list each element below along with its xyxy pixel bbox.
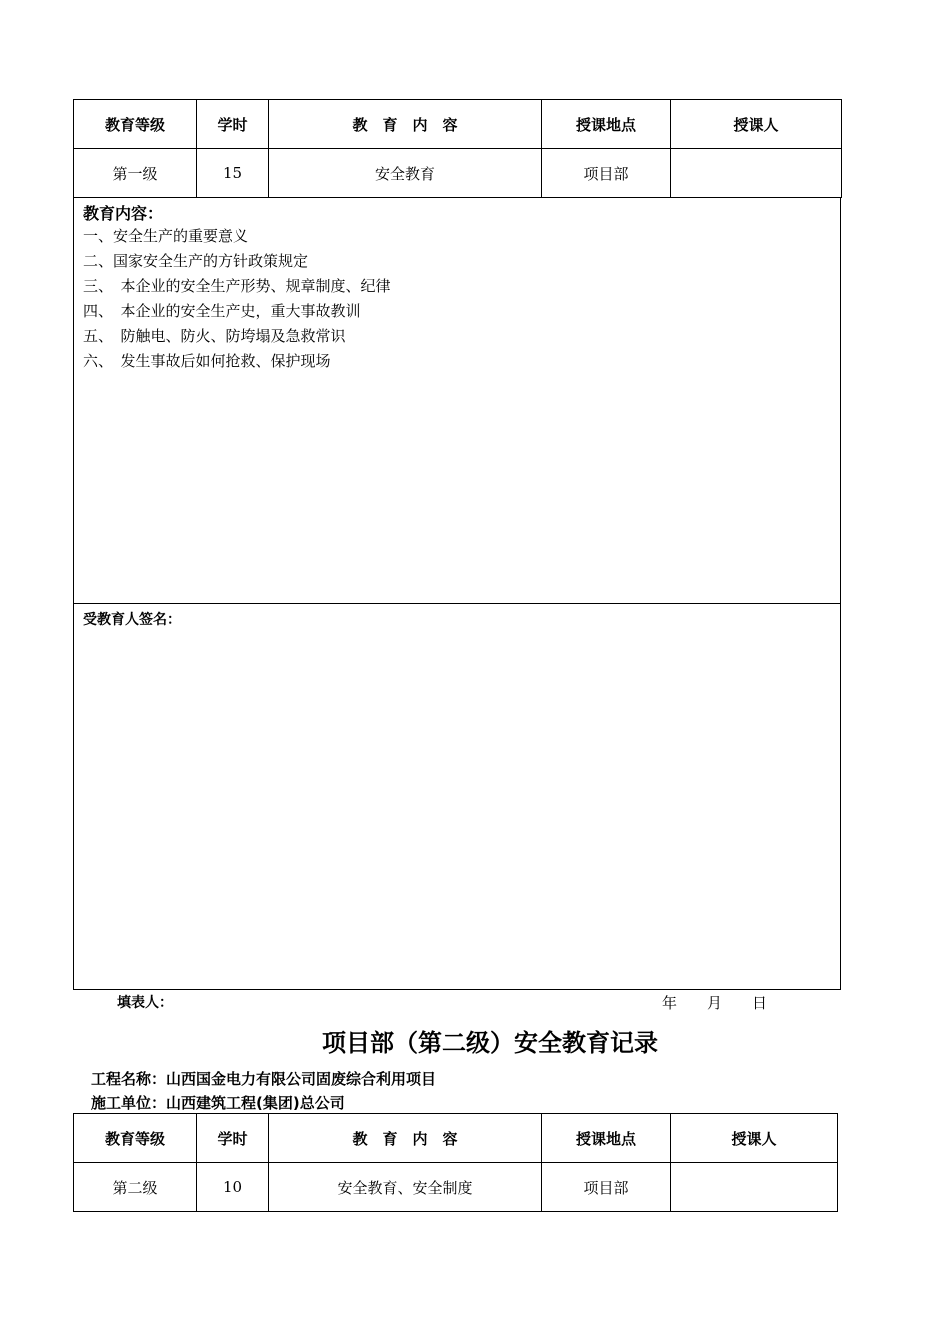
project-name: 工程名称：山西国金电力有限公司固废综合利用项目 [91,1070,437,1088]
content-title: 教育内容： [83,204,164,223]
table-header-row [74,1114,838,1163]
contractor-name: 施工单位：山西建筑工程(集团)总公司 [91,1094,345,1112]
cell-instructor [671,149,842,198]
header-content: 教 育 内 容 [269,100,542,149]
list-item: 五、 防触电、防火、防垮塌及急救常识 [83,327,346,345]
list-item: 二、国家安全生产的方针政策规定 [83,252,309,270]
education-table-level1 [73,99,842,198]
signature-box [73,603,841,990]
education-content-box [73,197,841,604]
content-list [83,224,391,374]
header-content: 教 育 内 容 [269,1114,542,1163]
header-location: 授课地点 [542,100,671,149]
cell-level: 第二级 [74,1163,197,1212]
cell-location: 项目部 [542,149,671,198]
education-table-level2 [73,1113,838,1212]
signature-label: 受教育人签名： [83,612,181,628]
cell-hours: 15 [197,149,269,198]
page-title: 项目部（第二级）安全教育记录 [322,1029,658,1057]
list-item: 四、 本企业的安全生产史，重大事故教训 [83,302,361,320]
cell-location: 项目部 [542,1163,671,1212]
cell-level: 第一级 [74,149,197,198]
list-item: 三、 本企业的安全生产形势、规章制度、纪律 [83,277,391,295]
header-location: 授课地点 [542,1114,671,1163]
cell-content: 安全教育、安全制度 [269,1163,542,1212]
table-header-row [74,100,842,149]
header-level: 教育等级 [74,100,197,149]
header-instructor: 授课人 [671,1114,838,1163]
date-label: 年 月 日 [662,994,768,1012]
header-level: 教育等级 [74,1114,197,1163]
header-instructor: 授课人 [671,100,842,149]
list-item: 一、安全生产的重要意义 [83,227,249,245]
table-row [74,149,842,198]
cell-hours: 10 [197,1163,269,1212]
header-hours: 学时 [197,100,269,149]
header-hours: 学时 [197,1114,269,1163]
table-row [74,1163,838,1212]
filler-label: 填表人： [117,995,173,1011]
list-item: 六、 发生事故后如何抢救、保护现场 [83,352,331,370]
cell-content: 安全教育 [269,149,542,198]
cell-instructor [671,1163,838,1212]
